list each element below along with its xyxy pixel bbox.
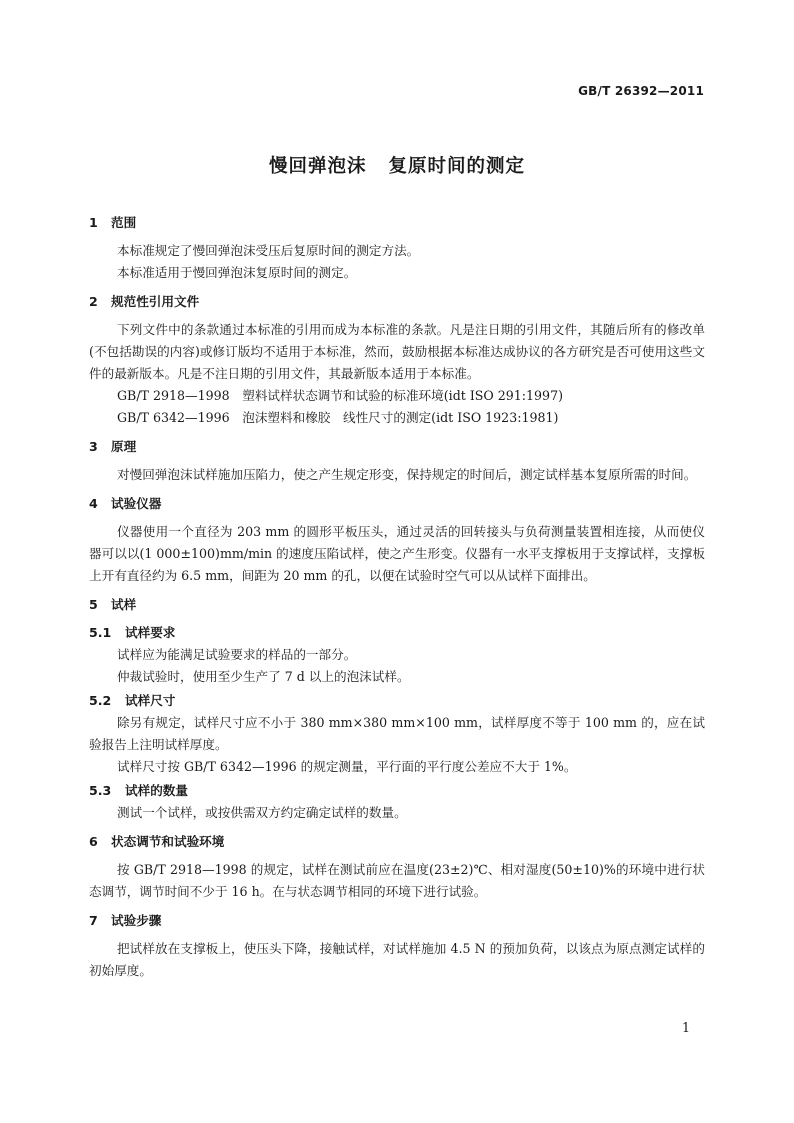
section-5-number: 5 (89, 597, 98, 612)
section-4-paragraph-1: 仪器使用一个直径为 203 mm 的圆形平板压头，通过灵活的回转接头与负荷测量装置相连接，从而使仪器可以以(1 000±100)mm/min 的速度压陷试样，使之产生形变。仪器有一水平支撑板用于支撑试样，支撑板上开有直径约为 6.5 mm，间距为 20 mm 的孔，以便在试验时空气可以从试样下面排出。 (89, 524, 705, 583)
section-4-heading (89, 493, 705, 515)
section-4-number: 4 (89, 496, 98, 511)
section-1-heading (89, 212, 705, 234)
section-2-number: 2 (89, 294, 98, 309)
reference-item-2: GB/T 6342—1996 泡沫塑料和橡胶 线性尺寸的测定(idt ISO 1923:1981) (117, 410, 559, 425)
section-5-2-heading (89, 690, 705, 712)
section-5-2-paragraph-2: 试样尺寸按 GB/T 6342—1996 的规定测量，平行面的平行度公差应不大于 1%。 (117, 759, 577, 774)
title-part-2: 复原时间的测定 (388, 156, 526, 177)
section-5-2-number: 5.2 (89, 693, 112, 708)
document-title (0, 152, 794, 178)
title-part-1: 慢回弹泡沫 (268, 156, 367, 177)
section-5-3-number: 5.3 (89, 783, 112, 798)
section-6-heading (89, 831, 705, 853)
section-6-title: 状态调节和试验环境 (111, 834, 225, 849)
section-6-paragraph-1: 按 GB/T 2918—1998 的规定，试样在测试前应在温度(23±2)℃、相对湿度(50±10)%的环境中进行状态调节，调节时间不少于 16 h。在与状态调节相同的环境下进行试验。 (89, 862, 705, 899)
section-5-heading (89, 594, 705, 616)
section-7-paragraph-1: 把试样放在支撑板上，使压头下降，接触试样，对试样施加 4.5 N 的预加负荷，以该点为原点测定试样的初始厚度。 (89, 941, 705, 978)
section-5-1-heading (89, 622, 705, 644)
section-5-1-number: 5.1 (89, 625, 112, 640)
section-3-number: 3 (89, 439, 98, 454)
section-3-title: 原理 (111, 439, 137, 454)
section-7-heading (89, 910, 705, 932)
section-5-3-title: 试样的数量 (125, 783, 188, 798)
section-2-title: 规范性引用文件 (111, 294, 200, 309)
section-5-1-title: 试样要求 (125, 625, 176, 640)
document-body (89, 212, 705, 982)
standard-number: GB/T 26392—2011 (578, 84, 704, 98)
section-5-title: 试样 (111, 597, 137, 612)
reference-item-1: GB/T 2918—1998 塑料试样状态调节和试验的标准环境(idt ISO 291:1997) (117, 388, 563, 403)
page-number: 1 (681, 1020, 690, 1035)
section-2-heading (89, 291, 705, 313)
section-1-number: 1 (89, 215, 98, 230)
section-1-paragraph-1: 本标准规定了慢回弹泡沫受压后复原时间的测定方法。 (117, 243, 420, 258)
section-5-2-title: 试样尺寸 (125, 693, 176, 708)
section-7-title: 试验步骤 (111, 913, 162, 928)
section-5-1-paragraph-2: 仲裁试验时，使用至少生产了 7 d 以上的泡沫试样。 (117, 669, 410, 684)
section-3-paragraph-1: 对慢回弹泡沫试样施加压陷力，使之产生规定形变，保持规定的时间后，测定试样基本复原所需的时间。 (117, 467, 697, 482)
section-1-paragraph-2: 本标准适用于慢回弹泡沫复原时间的测定。 (117, 265, 357, 280)
section-6-number: 6 (89, 834, 98, 849)
section-1-title: 范围 (111, 215, 137, 230)
section-5-2-paragraph-1: 除另有规定，试样尺寸应不小于 380 mm×380 mm×100 mm，试样厚度不等于 100 mm 的，应在试验报告上注明试样厚度。 (89, 715, 705, 752)
section-3-heading (89, 436, 705, 458)
section-4-title: 试验仪器 (111, 496, 162, 511)
section-5-3-heading (89, 780, 705, 802)
section-2-paragraph-1: 下列文件中的条款通过本标准的引用而成为本标准的条款。凡是注日期的引用文件，其随后所有的修改单(不包括勘误的内容)或修订版均不适用于本标准，然而，鼓励根据本标准达成协议的各方研究是否可使用这些文件的最新版本。凡是不注日期的引用文件，其最新版本适用于本标准。 (89, 322, 705, 381)
section-5-3-paragraph-1: 测试一个试样，或按供需双方约定确定试样的数量。 (117, 805, 407, 820)
section-7-number: 7 (89, 913, 98, 928)
section-5-1-paragraph-1: 试样应为能满足试验要求的样品的一部分。 (117, 647, 357, 662)
